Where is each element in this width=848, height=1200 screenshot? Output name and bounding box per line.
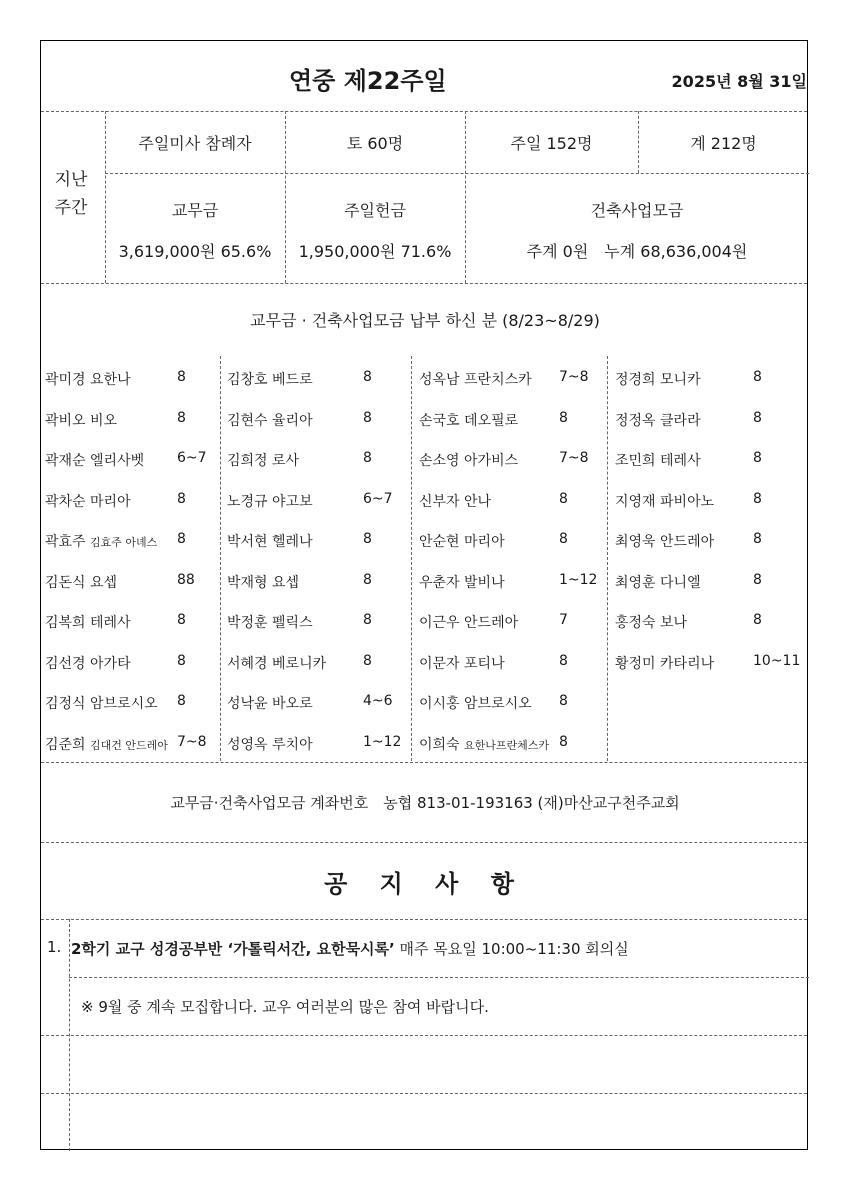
donor-name	[419, 612, 518, 632]
donor-weeks: 8	[753, 490, 762, 507]
donor-name	[227, 450, 299, 470]
donor-name	[615, 369, 701, 389]
donor-weeks: 8	[559, 733, 568, 750]
notice-number: 1.	[47, 938, 62, 956]
donor-name	[45, 531, 157, 551]
donor-name-main: 김현수 율리아	[227, 412, 313, 429]
donor-name-alt: 요한나프란체스카	[464, 738, 550, 752]
donor-name-main: 정정옥 클라라	[615, 412, 701, 429]
divider	[105, 173, 809, 174]
donor-name-main: 곽미경 요한나	[45, 372, 131, 388]
donor-name	[227, 693, 313, 713]
donor-name	[615, 612, 687, 632]
donor-name-main: 곽비오 비오	[45, 412, 118, 429]
donor-name-main: 곽효주	[45, 534, 91, 550]
donor-name	[419, 410, 518, 430]
account-info: 교무금·건축사업모금 계좌번호 농협 813-01-193163 (재)마산교구천주교회	[170, 793, 680, 812]
donor-weeks: 8	[177, 652, 186, 669]
donor-weeks: 8	[177, 693, 186, 709]
donor-name	[227, 491, 313, 511]
donor-name-main: 신부자 안나	[419, 493, 492, 510]
donor-weeks: 7~8	[559, 369, 589, 385]
donor-name-main: 김돈식 요셉	[45, 574, 118, 591]
donor-name	[419, 369, 532, 389]
donor-name-main: 노경규 야고보	[227, 493, 313, 510]
divider	[41, 1035, 807, 1036]
donor-name-alt: 김대건 안드레아	[90, 738, 168, 752]
donor-name-main: 박정훈 펠릭스	[227, 615, 313, 631]
divider	[69, 977, 809, 978]
donor-name-main: 이시홍 암브로시오	[419, 696, 532, 712]
donor-name-main: 황정미 카타리나	[615, 655, 715, 672]
attendance-total: 계 212명	[690, 133, 757, 153]
donor-weeks: 8	[177, 369, 186, 385]
donor-weeks: 7~8	[559, 450, 589, 466]
donor-name	[615, 572, 701, 592]
building-value: 주계 0원 누계 68,636,004원	[526, 241, 748, 261]
divider	[41, 1093, 807, 1094]
donor-name-main: 홍정숙 보나	[615, 615, 688, 631]
donor-name	[419, 491, 491, 511]
donor-name	[419, 450, 518, 470]
donor-name	[419, 653, 505, 673]
last-week-label-line1: 지난	[54, 170, 88, 190]
donor-name	[615, 410, 701, 430]
attendance-sunday: 주일 152명	[510, 133, 593, 153]
donor-name-main: 정경희 모니카	[615, 372, 701, 388]
donor-name	[227, 734, 313, 754]
donor-name-main: 이희숙	[419, 736, 465, 753]
notice-item-text: 매주 목요일 10:00~11:30 회의실	[394, 940, 629, 958]
donor-name-main: 지영재 파비아노	[615, 493, 715, 510]
donor-weeks: 7	[559, 612, 568, 628]
donor-name	[615, 653, 714, 673]
donor-name-main: 곽재순 엘리사벳	[45, 453, 145, 469]
donor-name	[615, 450, 701, 470]
donor-weeks: 7~8	[177, 733, 207, 750]
donor-name	[45, 572, 117, 592]
donor-name-main: 김준희	[45, 736, 91, 753]
donor-weeks: 8	[753, 571, 762, 588]
donor-weeks: 8	[753, 369, 762, 385]
donor-name	[419, 531, 505, 551]
donor-name	[45, 693, 158, 713]
last-week-label	[51, 166, 91, 222]
donor-weeks: 8	[177, 531, 186, 547]
donor-name	[419, 572, 505, 592]
divider	[41, 283, 807, 284]
donor-name-main: 손국호 데오필로	[419, 412, 519, 429]
donor-name	[45, 653, 131, 673]
donor-name-main: 최영욱 안드레아	[615, 534, 715, 550]
donor-name-main: 성낙윤 바오로	[227, 696, 313, 712]
donor-weeks: 8	[559, 490, 568, 507]
divider	[41, 762, 807, 763]
donor-weeks: 8	[753, 450, 762, 466]
attendance-saturday: 토 60명	[346, 133, 404, 153]
donor-name	[45, 734, 168, 754]
donor-name-main: 이근우 안드레아	[419, 615, 519, 631]
donor-weeks: 10~11	[753, 652, 801, 669]
donor-name-main: 김선경 아가타	[45, 655, 131, 672]
donor-name-main: 우춘자 발비나	[419, 574, 505, 591]
divider	[41, 919, 807, 920]
donor-name	[615, 531, 714, 551]
donor-weeks: 8	[363, 571, 372, 588]
donor-name	[45, 612, 131, 632]
donor-weeks: 8	[753, 612, 762, 628]
last-week-label-line2: 주간	[54, 198, 88, 218]
donor-weeks: 88	[177, 571, 195, 588]
donor-name	[227, 410, 313, 430]
donor-weeks: 8	[559, 409, 568, 426]
donor-name-main: 김희정 로사	[227, 453, 300, 469]
divider	[607, 356, 608, 761]
donor-weeks: 8	[363, 369, 372, 385]
donor-name-main: 서혜경 베로니카	[227, 655, 327, 672]
donor-weeks: 8	[363, 652, 372, 669]
donor-name	[45, 491, 131, 511]
attendance-label: 주일미사 참례자	[138, 133, 252, 153]
donor-name	[419, 734, 549, 754]
notice-item	[71, 938, 629, 959]
donor-name	[227, 612, 313, 632]
donor-weeks: 4~6	[363, 693, 393, 709]
donor-name	[227, 531, 313, 551]
donor-name-main: 김창호 베드로	[227, 372, 313, 388]
donor-weeks: 6~7	[177, 450, 207, 466]
donor-weeks: 8	[753, 409, 762, 426]
donor-weeks: 1~12	[559, 571, 598, 588]
divider	[220, 356, 221, 761]
offering-label: 주일헌금	[344, 200, 406, 220]
donor-weeks: 8	[177, 490, 186, 507]
donor-name-main: 최영훈 다니엘	[615, 574, 701, 591]
offering-value: 1,950,000원 71.6%	[298, 241, 452, 261]
donor-weeks: 6~7	[363, 490, 393, 507]
donor-weeks: 8	[177, 409, 186, 426]
notice-item-bold: 2학기 교구 성경공부반 ‘가톨릭서간, 요한묵시록’	[71, 940, 395, 958]
bulletin-sheet	[40, 40, 808, 1150]
page-title: 연중 제22주일	[289, 67, 447, 95]
donor-weeks: 8	[363, 531, 372, 547]
donor-name	[45, 369, 131, 389]
donor-name	[227, 653, 326, 673]
donor-name-main: 곽차순 마리아	[45, 493, 131, 510]
donor-name	[615, 491, 714, 511]
donor-name-main: 손소영 아가비스	[419, 453, 519, 469]
donor-weeks: 8	[363, 612, 372, 628]
donor-weeks: 8	[363, 450, 372, 466]
donor-weeks: 1~12	[363, 733, 402, 750]
tithe-value: 3,619,000원 65.6%	[118, 241, 272, 261]
donor-name	[227, 369, 313, 389]
notices-title: 공 지 사 항	[324, 869, 526, 898]
donor-name-main: 박재형 요셉	[227, 574, 300, 591]
donor-weeks: 8	[753, 531, 762, 547]
donor-weeks: 8	[559, 531, 568, 547]
donor-name-main: 이문자 포티나	[419, 655, 505, 672]
donor-name-alt: 김효주 아녜스	[90, 536, 158, 549]
donor-name-main: 성옥남 프란치스카	[419, 372, 532, 388]
building-label: 건축사업모금	[590, 200, 684, 220]
bulletin-date: 2025년 8월 31일	[671, 72, 807, 91]
donor-name-main: 박서현 헬레나	[227, 534, 313, 550]
donor-name	[45, 450, 144, 470]
donor-name-main: 조민희 테레사	[615, 453, 701, 469]
donor-name	[227, 572, 299, 592]
donor-weeks: 8	[559, 693, 568, 709]
donor-name-main: 김복희 테레사	[45, 615, 131, 631]
tithe-label: 교무금	[171, 200, 219, 220]
donor-name	[45, 410, 117, 430]
donor-name	[419, 693, 532, 713]
donors-heading: 교무금 · 건축사업모금 납부 하신 분 (8/23~8/29)	[250, 310, 600, 330]
donor-weeks: 8	[559, 652, 568, 669]
donor-name-main: 성영옥 루치아	[227, 736, 313, 753]
donor-weeks: 8	[363, 409, 372, 426]
divider	[411, 356, 412, 761]
donor-name-main: 안순현 마리아	[419, 534, 505, 550]
donor-name-main: 김정식 암브로시오	[45, 696, 158, 712]
notice-sub-note: ※ 9월 중 계속 모집합니다. 교우 여러분의 많은 참여 바랍니다.	[81, 998, 489, 1016]
donor-weeks: 8	[177, 612, 186, 628]
divider	[41, 842, 807, 843]
